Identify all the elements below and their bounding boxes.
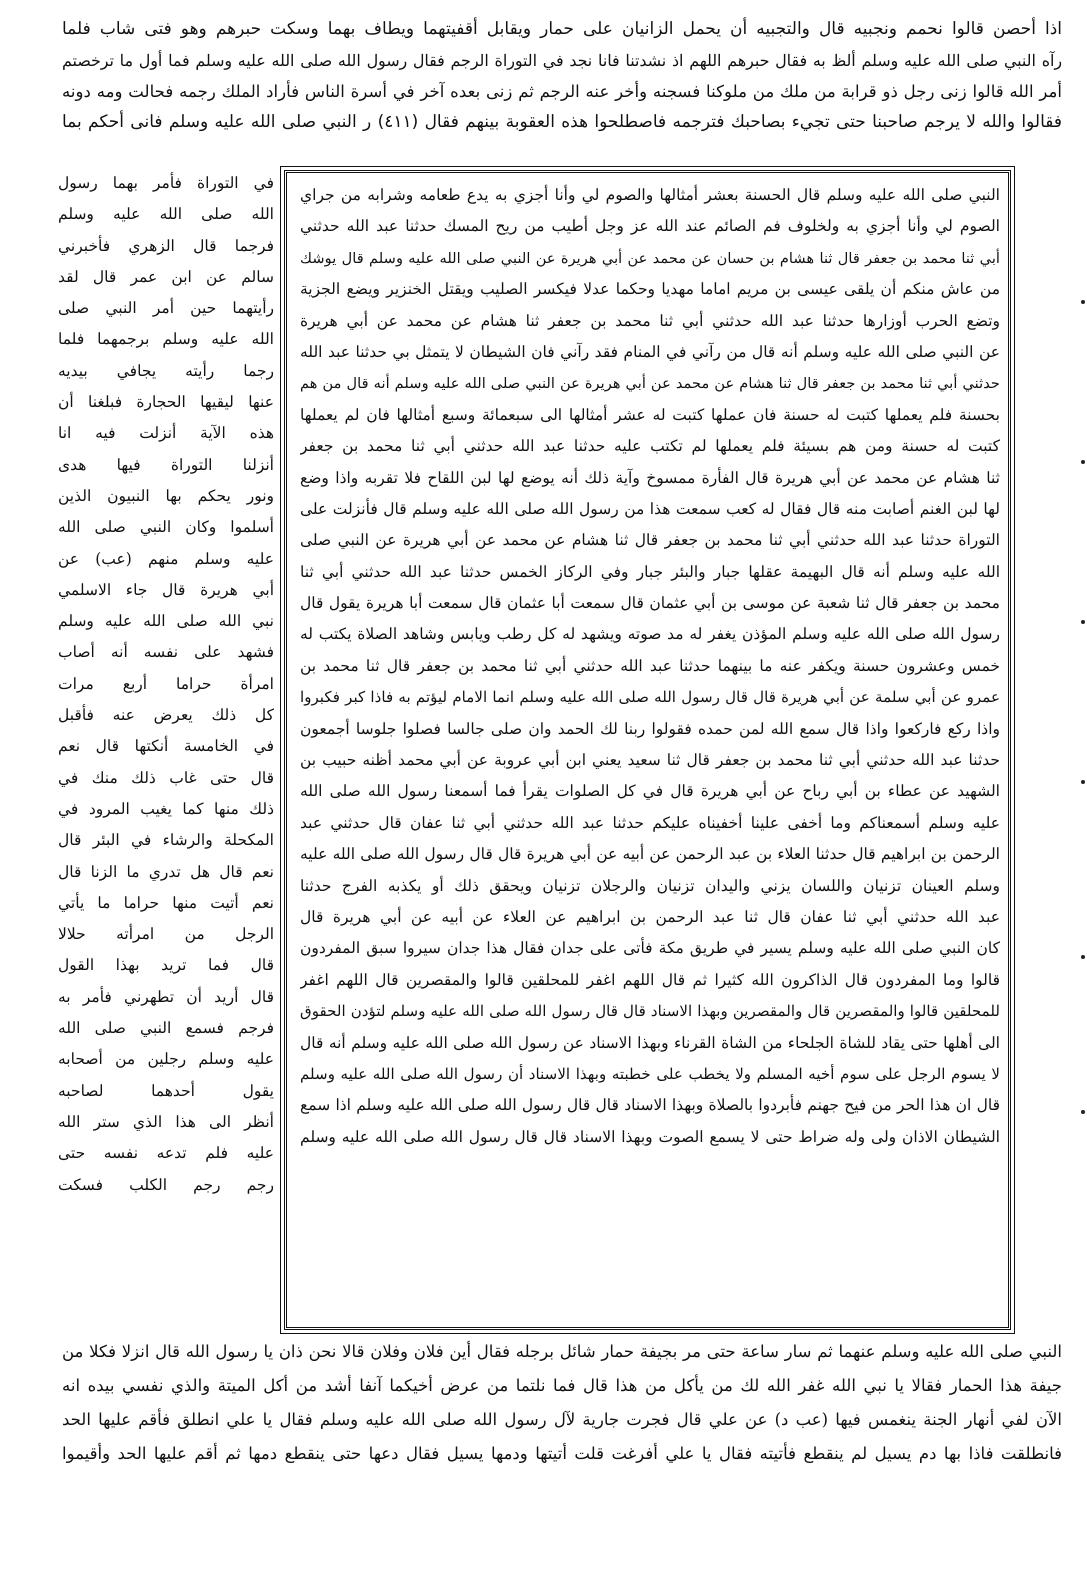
main-line: من عاش منكم أن يلقى عيسى بن مريم اماما مهديا وحكما عدلا فيكسر الصليب ويقتل الخنزير ويضع الجزية (300, 280, 1000, 299)
main-line: التوراة حدثنا عبد الله حدثني أبي ثنا محمد بن جعفر قال ثنا هشام عن محمد عن أبي هريرة عن النبي صلى (300, 531, 1000, 550)
margin-line: فرجما قال الزهري فأخبرني (58, 236, 274, 255)
margin-line: أنزلنا التوراة فيها هدى (58, 455, 274, 474)
margin-line: الله صلى الله عليه وسلم (58, 205, 274, 224)
main-line: كان النبي صلى الله عليه وسلم يسير في طريق مكة فأتى على جدان فقال هذا جدان سيروا سبق المفردون (300, 939, 1000, 958)
margin-line: أسلموا وكان النبي صلى الله (58, 518, 274, 537)
main-line: وتضع الحرب أوزارها حدثنا عبد الله حدثني أبي ثنا محمد بن جعفر ثنا هشام عن محمد عن أبي هريرة (300, 311, 1000, 330)
main-line: الى أهلها حتى يقاد للشاة الجلحاء من الشاة القرناء وبهذا الاسناد عن رسول الله صلى الله عليه وسلم أنه قال (300, 1033, 1000, 1052)
main-line: الصوم لي وأنا أجزي به ولخلوف فم الصائم عند الله عز وجل أطيب من ريح المسك حدثنا عبد الله حدثني (300, 217, 1000, 236)
bottom-text-block (62, 1335, 1062, 1471)
margin-line: في الخامسة أنكتها قال نعم (58, 737, 274, 756)
main-line: واذا ركع فاركعوا واذا قال سمع الله لمن حمده فقولوا ربنا لك الحمد وان صلى جالسا فصلوا جلوسا أجمعون (300, 719, 1000, 738)
main-line: كتبت له حسنة ومن هم بسيئة فلم يعملها لم تكتب عليه حدثنا عبد الله حدثني أبي ثنا محمد بن جعفر (300, 437, 1000, 456)
margin-line: ذلك منها كما يغيب المرود في (58, 799, 274, 818)
main-line: عمرو عن أبي سلمة عن أبي هريرة قال قال رسول الله صلى الله عليه وسلم انما الامام ليؤتم به فاذا كبر فكبروا (300, 688, 1000, 707)
margin-line: المكحلة والرشاء في البئر قال (58, 831, 274, 850)
margin-line: رجم رجم الكلب فسكت (58, 1175, 274, 1194)
bottom-line: فانطلقت فاذا بها دم يسيل لم ينقطع فأتيته فقال يا علي أفرغت قلت أتيتها ودمها يسيل فقال دعها حتى ينقطع دمها ثم أقم عليها الحد وأقيموا (62, 1444, 1062, 1463)
scan-edge-mark (1081, 460, 1085, 464)
margin-line: ونور يحكم بها النبيون الذين (58, 486, 274, 505)
main-line: محمد بن جعفر قال ثنا شعبة عن موسى بن أبي عثمان قال سمعت أبا عثمان قال سمعت أبا هريرة يقول قال (300, 594, 1000, 613)
main-line: النبي صلى الله عليه وسلم قال الحسنة بعشر أمثالها والصوم لي وأنا أجزي به يدع طعامه وشرابه من جراي (300, 186, 1000, 204)
main-line: عليه وسلم أسمعناكم وما أخفى علينا أخفيناه عليكم حدثنا عبد الله حدثني أبي ثنا عفان قال حدثني عبد (300, 813, 1000, 832)
main-line: قال ان هذا الحر من فيح جهنم فأبردوا بالصلاة وبهذا الاسناد قال قال رسول الله صلى الله عليه وسلم اذا سمع (300, 1096, 1000, 1115)
main-line: رسول الله صلى الله عليه وسلم المؤذن يغفر له مد صوته ويشهد له كل رطب ويابس وشاهد الصلاة يكتب له (300, 625, 1000, 644)
bottom-line: الآن لفي أنهار الجنة ينغمس فيها (عب د) عن علي قال فجرت جارية لآل رسول الله صلى الله عليه وسلم فقال يا علي انطلق فأقم عليها الحد (62, 1410, 1062, 1429)
page-number: (٤١١) (377, 112, 419, 132)
top-text-block (62, 14, 1062, 138)
margin-line: في التوراة فأمر بهما رسول (58, 174, 274, 192)
main-line: لا يسوم الرجل على سوم أخيه المسلم ولا يخطب على خطبته وبهذا الاسناد أن رسول الله صلى الله عليه وسلم (300, 1064, 1000, 1083)
margin-line: نبي الله صلى الله عليه وسلم (58, 612, 274, 631)
bottom-line: النبي صلى الله عليه وسلم عنهما ثم سار ساعة حتى مر بجيفة حمار شائل برجله فقال أين فلان وفلان قالا نحن ذان يا رسول الله قال انزلا فكلا من (62, 1342, 1062, 1361)
main-column-text (300, 180, 1000, 1153)
main-line: لها لبن الغنم أصابت منه قال فقال له كعب سمعت هذا من رسول الله صلى الله عليه وسلم قال فأنزلت على (300, 499, 1000, 518)
main-line: حدثني أبي ثنا محمد بن جعفر قال ثنا هشام عن محمد عن أبي هريرة عن النبي صلى الله عليه وسلم أنه قال من هم (300, 375, 1000, 393)
top-line: رآه النبي صلى الله عليه وسلم ألظ به فقال حبرهم اللهم اذ نشدتنا فانا نجد في التوراة الرجم فقال رسول الله صلى الله عليه وسلم فما أول ما ترخصتم (62, 51, 1062, 70)
margin-line: سالم عن ابن عمر قال لقد (58, 267, 274, 286)
top-line-text: ر النبي صلى الله عليه وسلم فانى أحكم بما (62, 112, 372, 132)
main-line: خمس وعشرون حسنة ويكفر عنه ما بينهما حدثنا عبد الله حدثني أبي ثنا محمد بن جعفر قال ثنا محمد بن (300, 656, 1000, 675)
main-line: أبي ثنا محمد بن جعفر قال ثنا هشام بن حسان عن محمد عن أبي هريرة عن النبي صلى الله عليه وسلم قال يوشك (300, 249, 1000, 267)
top-line: أمر الله قالوا زنى رجل ذو قرابة من ملك من ملوكنا فسجنه وأخر عنه الرجم ثم زنى بعده آخر في أسرة الناس فأراد الملك رجمه فحالت ومه دونه (62, 82, 1062, 101)
main-line: الشيطان الاذان ولى وله ضراط حتى لا يسمع الصوت وبهذا الاسناد قال قال رسول الله صلى الله عليه وسلم (300, 1127, 1000, 1146)
margin-line: فرجم فسمع النبي صلى الله (58, 1019, 274, 1038)
scan-edge-mark (1081, 300, 1085, 304)
top-line: اذا أحصن قالوا نحمم ونجبيه قال والتجبيه أن يحمل الزانيان على حمار ويقابل أقفيتهما ويطاف بهما وسكت حبرهم وهو فتى شاب فلما (62, 19, 1062, 39)
margin-line: رجما رأيته يجافي بيديه (58, 361, 274, 380)
main-line: الشهيد عن عطاء بن أبي رباح عن أبي هريرة قال في كل الصلوات يقرأ فما أسمعنا رسول الله صلى الله (300, 782, 1000, 801)
main-line: للمحلقين قالوا والمقصرين قال والمقصرين وبهذا الاسناد قال قال رسول الله صلى الله عليه وسلم لتؤدن الحقوق (300, 1002, 1000, 1021)
margin-line: قال حتى غاب ذلك منك في (58, 768, 274, 787)
margin-line: قال فما تريد بهذا القول (58, 956, 274, 975)
margin-line: نعم قال هل تدري ما الزنا قال (58, 862, 274, 881)
margin-line: أنظر الى هذا الذي ستر الله (58, 1112, 274, 1131)
main-line: الرحمن بن ابراهيم قال حدثنا العلاء بن عبد الرحمن عن أبيه عن أبي هريرة قال قال رسول الله صلى الله عليه (300, 845, 1000, 864)
top-line-text: فقالوا والله لا يرجم صاحبنا حتى تجيء بصاحبك فترجمه فاصطلحوا هذه العقوبة بينهم فقال (424, 112, 1062, 132)
scan-edge-mark (1081, 1110, 1085, 1114)
scan-edge-mark (1081, 620, 1085, 624)
scan-edge-mark (1081, 955, 1085, 959)
margin-line: الله عليه وسلم برجمهما فلما (58, 330, 274, 349)
main-line: وسلم العينان تزنيان واللسان يزني واليدان تزنيان والرجلان تزنيان ويحقق ذلك أو يكذبه الفرج حدثنا (300, 876, 1000, 895)
margin-line: هذه الآية أنزلت فيه انا (58, 424, 274, 443)
margin-column-text (58, 168, 274, 1201)
main-line: حدثنا عبد الله حدثني أبي ثنا محمد بن جعفر قال ثنا سعيد يعني ابن أبي عروبة عن أبي محمد أظنه حبيب بن (300, 751, 1000, 770)
scan-edge-mark (1081, 780, 1085, 784)
bottom-line: جيفة هذا الحمار فقالا يا نبي الله غفر الله لك من يأكل من هذا قال فما نلتما من عرض أخيكما آنفا أشد من أكل الميتة والذي نفسي بيده انه (62, 1376, 1062, 1395)
margin-line: فشهد على نفسه أنه أصاب (58, 643, 274, 662)
margin-line: عليه فلم تدعه نفسه حتى (58, 1144, 274, 1163)
margin-line: الرجل من امرأته حلالا (58, 925, 274, 944)
margin-line: رأيتهما حين أمر النبي صلى (58, 299, 274, 318)
margin-line: يقول أحدهما لصاحبه (58, 1081, 274, 1100)
margin-line: امرأة حراما أربع مرات (58, 674, 274, 693)
main-line: الله عليه وسلم أنه قال البهيمة عقلها جبار والبئر جبار وفي الركاز الخمس حدثنا عبد الله حدثني أبي ثنا (300, 562, 1000, 581)
main-line: قالوا وما المفردون قال الذاكرون الله كثيرا ثم قال اللهم اغفر للمحلقين قالوا والمقصرين قال اللهم اغفر (300, 970, 1000, 989)
margin-line: عليه وسلم منهم (عب) عن (58, 549, 274, 568)
main-line: عبد الله حدثني أبي ثنا عفان قال ثنا عبد الرحمن بن ابراهيم عن العلاء عن أبيه عن أبي هريرة قال (300, 907, 1000, 926)
margin-line: قال أريد أن تطهرني فأمر به (58, 987, 274, 1006)
main-line: ثنا هشام عن محمد عن أبي هريرة قال الفأرة ممسوخ وآية ذلك أنه يوضع لها لبن اللقاح فلا تقربه واذا وضع (300, 468, 1000, 487)
margin-line: نعم أتيت منها حراما ما يأتي (58, 893, 274, 912)
margin-line: عنها ليقيها الحجارة فبلغنا أن (58, 393, 274, 412)
margin-line: عليه وسلم رجلين من أصحابه (58, 1050, 274, 1069)
main-line: عن النبي صلى الله عليه وسلم أنه قال من رآني في المنام فقد رآني فان الشيطان لا يتمثل بي حدثنا عبد الله (300, 342, 1000, 361)
margin-line: أبي هريرة قال جاء الاسلمي (58, 580, 274, 599)
top-line (62, 107, 1062, 138)
main-line: بحسنة فلم يعملها كتبت له حسنة فان عملها كتبت له عشر أمثالها الى سبعمائة وسبع أمثالها فان لم يعملها (300, 405, 1000, 424)
margin-line: كل ذلك يعرض عنه فأقبل (58, 706, 274, 725)
